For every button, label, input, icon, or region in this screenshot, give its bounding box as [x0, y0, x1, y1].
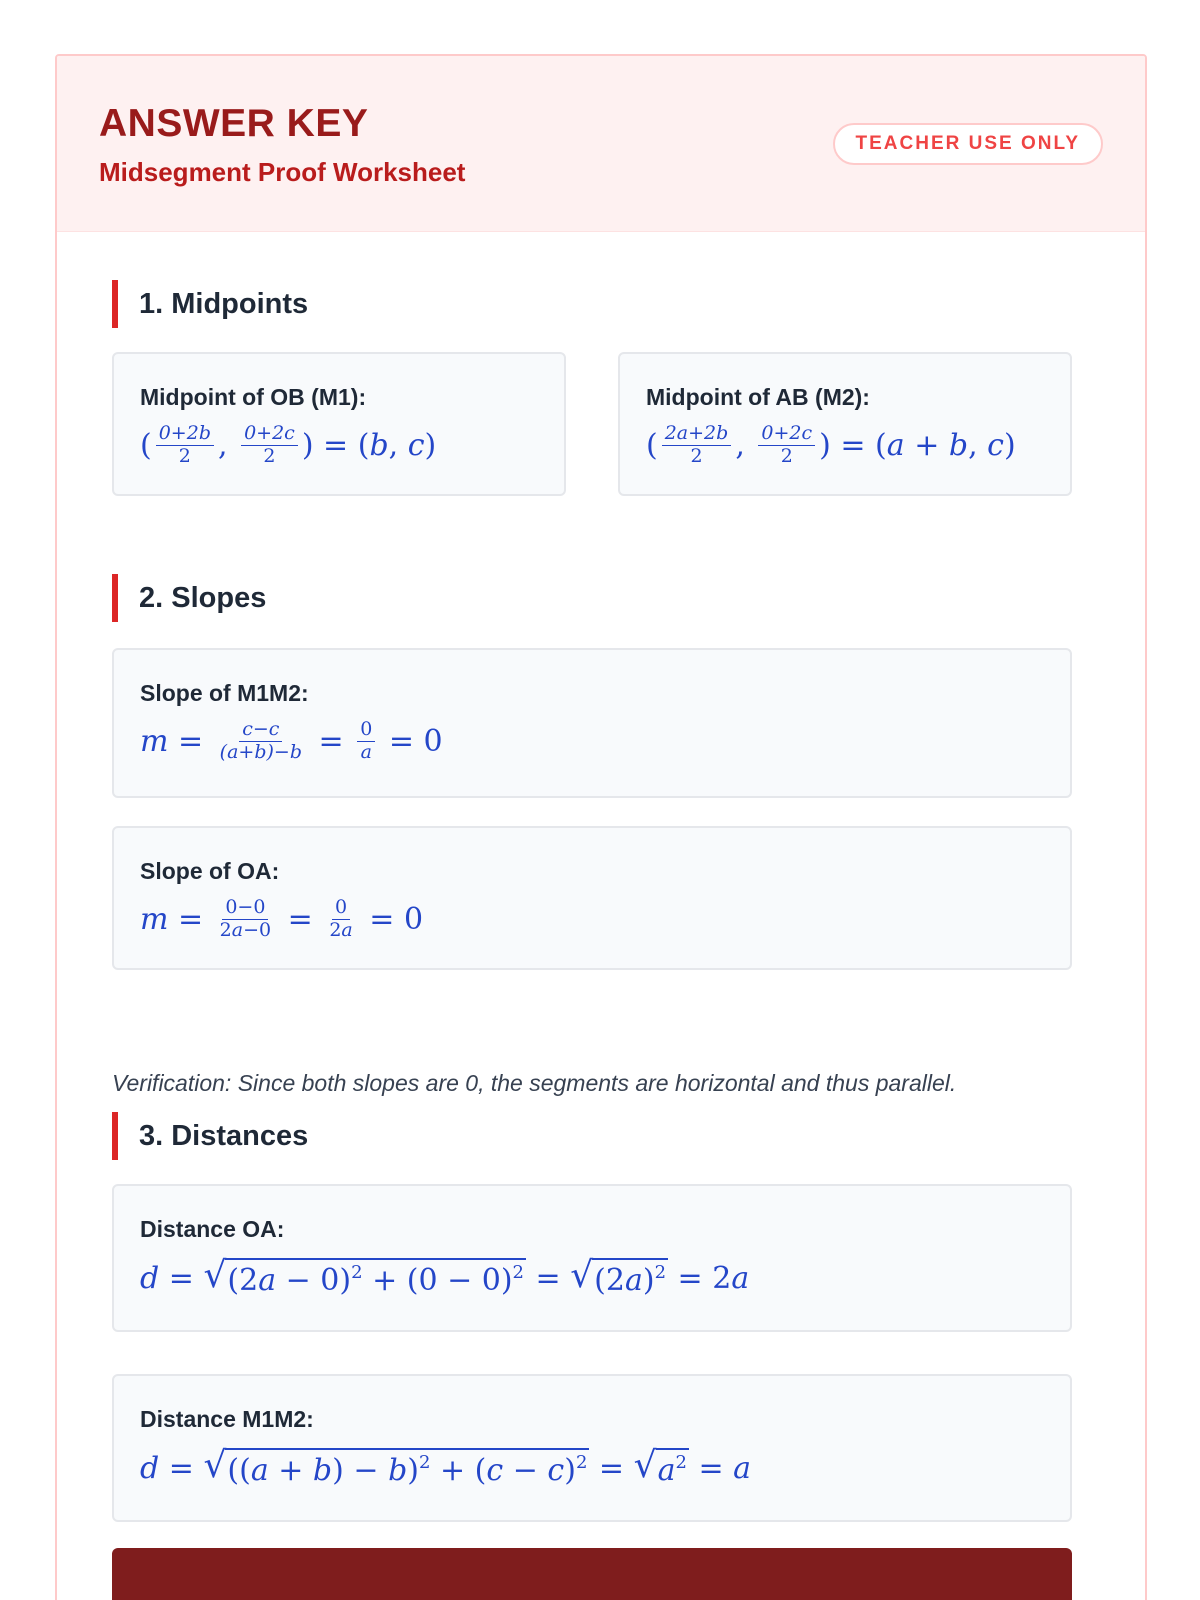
- answer-key-sheet: [55, 54, 1147, 1600]
- card-label: Slope of OA:: [140, 858, 280, 884]
- formula-midpoint-ob: ( $\frac{0+2b}{2}$ , $\frac{0+2c}{2}$ ) = ( b , c ): [140, 422, 437, 467]
- formula-distance-m1m2: d = √ $((a + b) - b)^2 + (c - c)^2$ = √ $a^2$ = a: [140, 1445, 752, 1488]
- card-distance-oa: [112, 1184, 1072, 1332]
- formula-distance-oa: d = √ $(2a - 0)^2 + (0 - 0)^2$ = √ $(2a)^2$ = 2 a: [140, 1255, 750, 1298]
- card-label: Distance M1M2:: [140, 1406, 314, 1432]
- section-heading-slopes: 2. Slopes: [112, 574, 266, 622]
- card-label: Distance OA:: [140, 1216, 285, 1242]
- sheet-header: [57, 56, 1145, 232]
- card-distance-m1m2: [112, 1374, 1072, 1522]
- section-heading-distances: 3. Distances: [112, 1112, 308, 1160]
- formula-slope-oa: m = $\frac{0-0}{2a-0}$ = $\frac{0}{2a}$ = 0: [140, 896, 424, 941]
- card-midpoint-ob: [112, 352, 566, 496]
- card-slope-oa: [112, 826, 1072, 970]
- page-subtitle: Midsegment Proof Worksheet: [99, 157, 466, 187]
- card-label: Midpoint of OB (M1):: [140, 384, 367, 410]
- card-slope-m1m2: [112, 648, 1072, 798]
- section-heading-midpoints: 1. Midpoints: [112, 280, 308, 328]
- card-midpoint-ab: [618, 352, 1072, 496]
- card-label: Slope of M1M2:: [140, 680, 309, 706]
- formula-midpoint-ab: ( $\frac{2a+2b}{2}$ , $\frac{0+2c}{2}$ ) = ( a + b , c ): [646, 422, 1016, 467]
- card-label: Midpoint of AB (M2):: [646, 384, 870, 410]
- teacher-use-badge: TEACHER USE ONLY: [833, 123, 1104, 165]
- page-title: ANSWER KEY: [99, 102, 369, 145]
- slope-verification-note: Verification: Since both slopes are 0, the segments are horizontal and thus parallel.: [112, 1070, 957, 1096]
- formula-slope-m1m2: m = $\frac{c-c}{(a+b)-b}$ = $\frac{0}{a}$ = 0: [140, 718, 443, 763]
- conclusion-banner: [112, 1548, 1072, 1600]
